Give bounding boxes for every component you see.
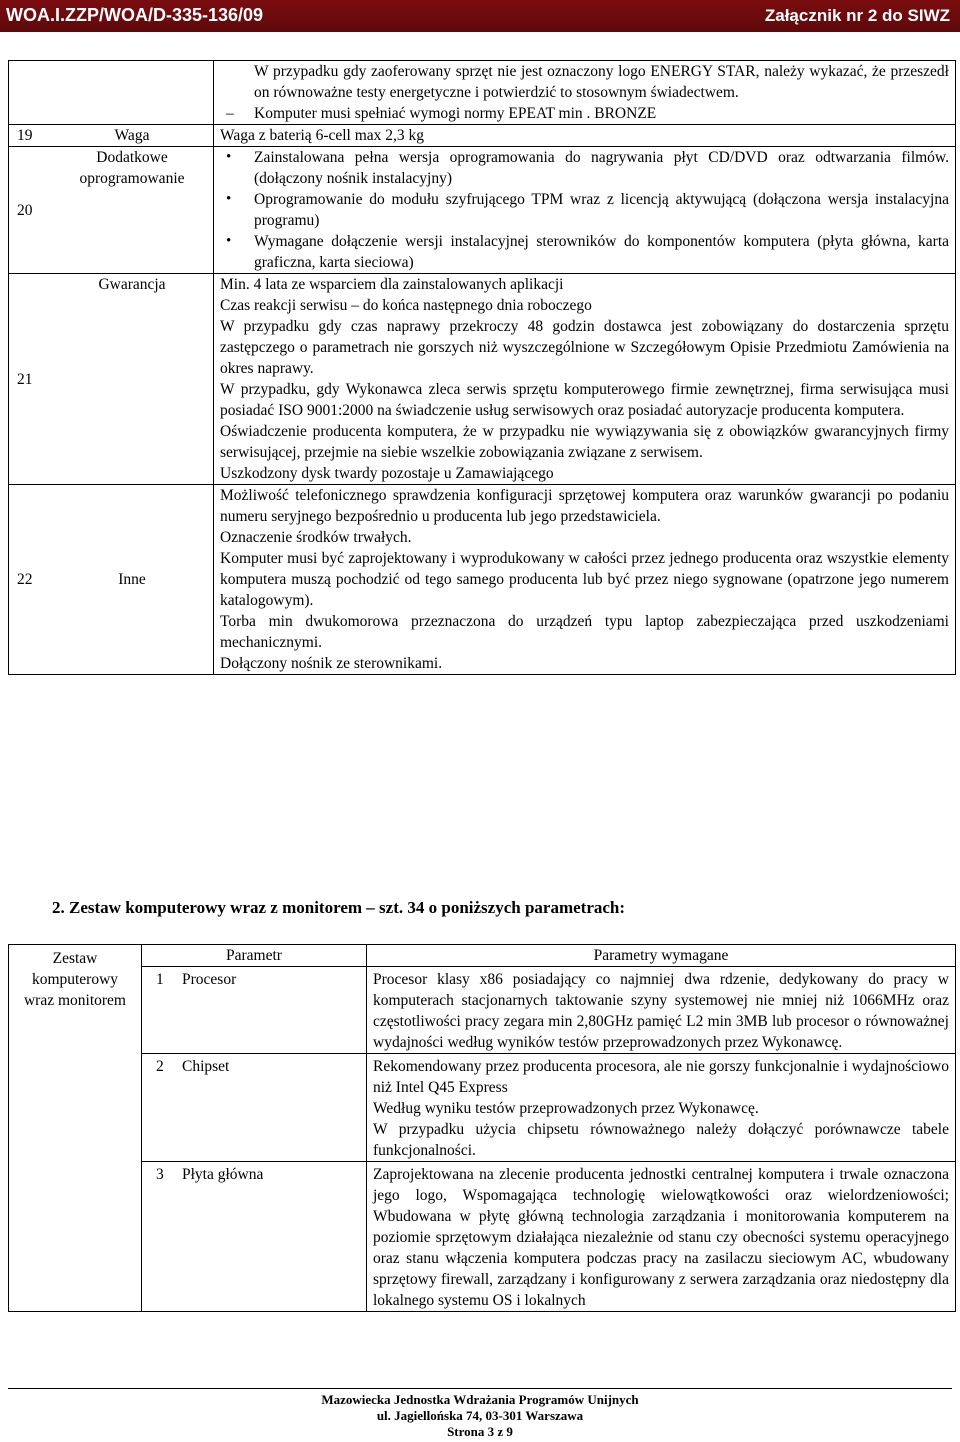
warranty-line: Czas reakcji serwisu – do końca następnego dnia roboczego <box>220 297 592 314</box>
table-row <box>9 147 956 274</box>
other-line: Dołączony nośnik ze sterownikami. <box>220 655 443 672</box>
spec-table-laptop <box>8 60 956 675</box>
page-number: Strona 3 z 9 <box>447 1424 513 1439</box>
product-cell: Zestaw komputerowy wraz monitorem <box>9 945 142 1312</box>
list-item: • Wymagane dołączenie wersji instalacyjnej sterowników do komponentów komputera (płyta główna, karta graficzna, karta sieciowa) <box>220 231 949 273</box>
footer-divider <box>8 1388 952 1389</box>
table-row <box>9 967 956 1054</box>
row-value: Waga z baterią 6-cell max 2,3 kg <box>214 125 956 147</box>
warranty-line: Oświadczenie producenta komputera, że w przypadku nie wywiązywania się z obowiązków gwarancyjnych firmy serwisującej, przejmie na siebie wszelkie zobowiązania związane z serwisem. <box>220 423 949 461</box>
software-list <box>220 147 949 273</box>
other-line: Komputer musi być zaprojektowany i wyprodukowany w całości przez jednego producenta oraz wszystkie elementy komputera muszą pochodzić od tego samego producenta lub być przez niego sygnowane (opatrzone jego numerem katalogowym). <box>220 550 949 609</box>
warranty-line: Uszkodzony dysk twardy pozostaje u Zamawiającego <box>220 465 554 482</box>
row-number: 21 <box>9 274 52 485</box>
row-number: 22 <box>9 485 52 675</box>
row-number: 3 <box>142 1162 177 1312</box>
energy-star-text: W przypadku gdy zaoferowany sprzęt nie jest oznaczony logo ENERGY STAR, należy wykazać, że przeszedł on równoważne testy energetyczne i potwierdzić to stosownym świadectwem. <box>254 63 949 101</box>
chipset-line: Rekomendowany przez producenta procesora, ale nie gorszy funkcjonalnie i wydajnościowo niż Intel Q45 Express <box>373 1058 949 1096</box>
row-parameter: Gwarancja <box>51 274 214 485</box>
row-number: 20 <box>9 147 52 274</box>
row-parameter: Procesor <box>176 967 367 1054</box>
list-item: • Zainstalowana pełna wersja oprogramowania do nagrywania płyt CD/DVD oraz odtwarzania filmów. (dołączony nośnik instalacyjny) <box>220 147 949 189</box>
table-row <box>9 1054 956 1162</box>
table-row <box>9 1162 956 1312</box>
row-value <box>367 1054 956 1162</box>
other-line: Torba min dwukomorowa przeznaczona do urządzeń typu laptop zabezpieczająca przed uszkodzeniami mechanicznymi. <box>220 613 949 651</box>
row-parameter: Dodatkowe oprogramowanie <box>51 147 214 274</box>
column-header-required: Parametry wymagane <box>367 945 956 967</box>
spec-table-desktop <box>8 944 956 1312</box>
table-row <box>9 945 956 967</box>
footer-address: ul. Jagiellońska 74, 03-301 Warszawa <box>376 1408 584 1423</box>
row-value: Procesor klasy x86 posiadający co najmniej dwa rdzenie, dedykowany do pracy w komputerach stacjonarnych taktowanie szyny systemowej nie mniej niż 1066MHz oraz częstotliwości pracy zegara min 2,80GHz pamięć L2 min 3MB lub procesor o równoważnej wydajności według wyników testów przeprowadzonych przez Wykonawcę. <box>367 967 956 1054</box>
row-number: 1 <box>142 967 177 1054</box>
warranty-line: Min. 4 lata ze wsparciem dla zainstalowanych aplikacji <box>220 276 564 293</box>
table-row <box>9 125 956 147</box>
warranty-line: W przypadku gdy czas naprawy przekroczy 48 godzin dostawca jest zobowiązany do dostarczenia sprzętu zastępczego o parametrach nie gorszych niż wyszczególnione w Szczegółowym Opisie Przedmiotu Zamówienia na okres naprawy. <box>220 318 949 377</box>
energy-star-cell <box>214 61 956 125</box>
chipset-line: Według wyniku testów przeprowadzonych przez Wykonawcę. <box>373 1100 759 1117</box>
other-line: Możliwość telefonicznego sprawdzenia konfiguracji sprzętowej komputera oraz warunków gwarancji po podaniu numeru seryjnego bezpośrednio u producenta lub jego przedstawiciela. <box>220 487 949 525</box>
row-value <box>214 485 956 675</box>
chipset-line: W przypadku użycia chipsetu równoważnego należy dołączyć porównawcze tabele funkcjonalności. <box>373 1121 949 1159</box>
footer-organization: Mazowiecka Jednostka Wdrażania Programów Unijnych <box>321 1392 639 1407</box>
row-parameter: Inne <box>51 485 214 675</box>
page-header-bar <box>0 0 960 32</box>
row-parameter: Chipset <box>176 1054 367 1162</box>
table-row <box>9 485 956 675</box>
column-header-parameter: Parametr <box>142 945 367 967</box>
document-reference: WOA.I.ZZP/WOA/D-335-136/09 <box>6 5 264 25</box>
row-value <box>214 274 956 485</box>
row-parameter: Płyta główna <box>176 1162 367 1312</box>
section-title: 2. Zestaw komputerowy wraz z monitorem – szt. 34 o poniższych parametrach: <box>52 898 626 917</box>
table-row <box>9 274 956 485</box>
row-number: 2 <box>142 1054 177 1162</box>
other-line: Oznaczenie środków trwałych. <box>220 529 412 546</box>
row-number: 19 <box>9 125 52 147</box>
warranty-line: W przypadku, gdy Wykonawca zleca serwis sprzętu komputerowego firmie zewnętrznej, firma serwisująca musi posiadać ISO 9001:2000 na świadczenie usług serwisowych oraz posiadać autoryzacje producenta komputera. <box>220 381 949 419</box>
list-item: • Oprogramowanie do modułu szyfrującego TPM wraz z licencją aktywującą (dołączona wersja instalacyjna programu) <box>220 189 949 231</box>
row-value: Zaprojektowana na zlecenie producenta jednostki centralnej komputera i trwale oznaczona jego logo, Wspomagająca technologię wielowątkowości oraz wielordzeniowości; Wbudowana w płytę główną technologia zarządzania i monitorowania komputerem na poziomie sprzętowym działająca niezależnie od stanu czy obecności systemu operacyjnego oraz stanu włączenia komputera podczas pracy na zasilaczu sieciowym AC, wbudowany sprzętowy firewall, zarządzany i konfigurowany z serwera zarządzania oraz niedostępny dla lokalnego systemu OS i lokalnych <box>367 1162 956 1312</box>
table-row <box>9 61 956 125</box>
attachment-label: Załącznik nr 2 do SIWZ <box>764 6 950 25</box>
row-parameter: Waga <box>51 125 214 147</box>
epeat-text: – Komputer musi spełniać wymogi normy EPEAT min . BRONZE <box>220 103 949 124</box>
page-footer <box>0 1392 960 1440</box>
row-value <box>214 147 956 274</box>
